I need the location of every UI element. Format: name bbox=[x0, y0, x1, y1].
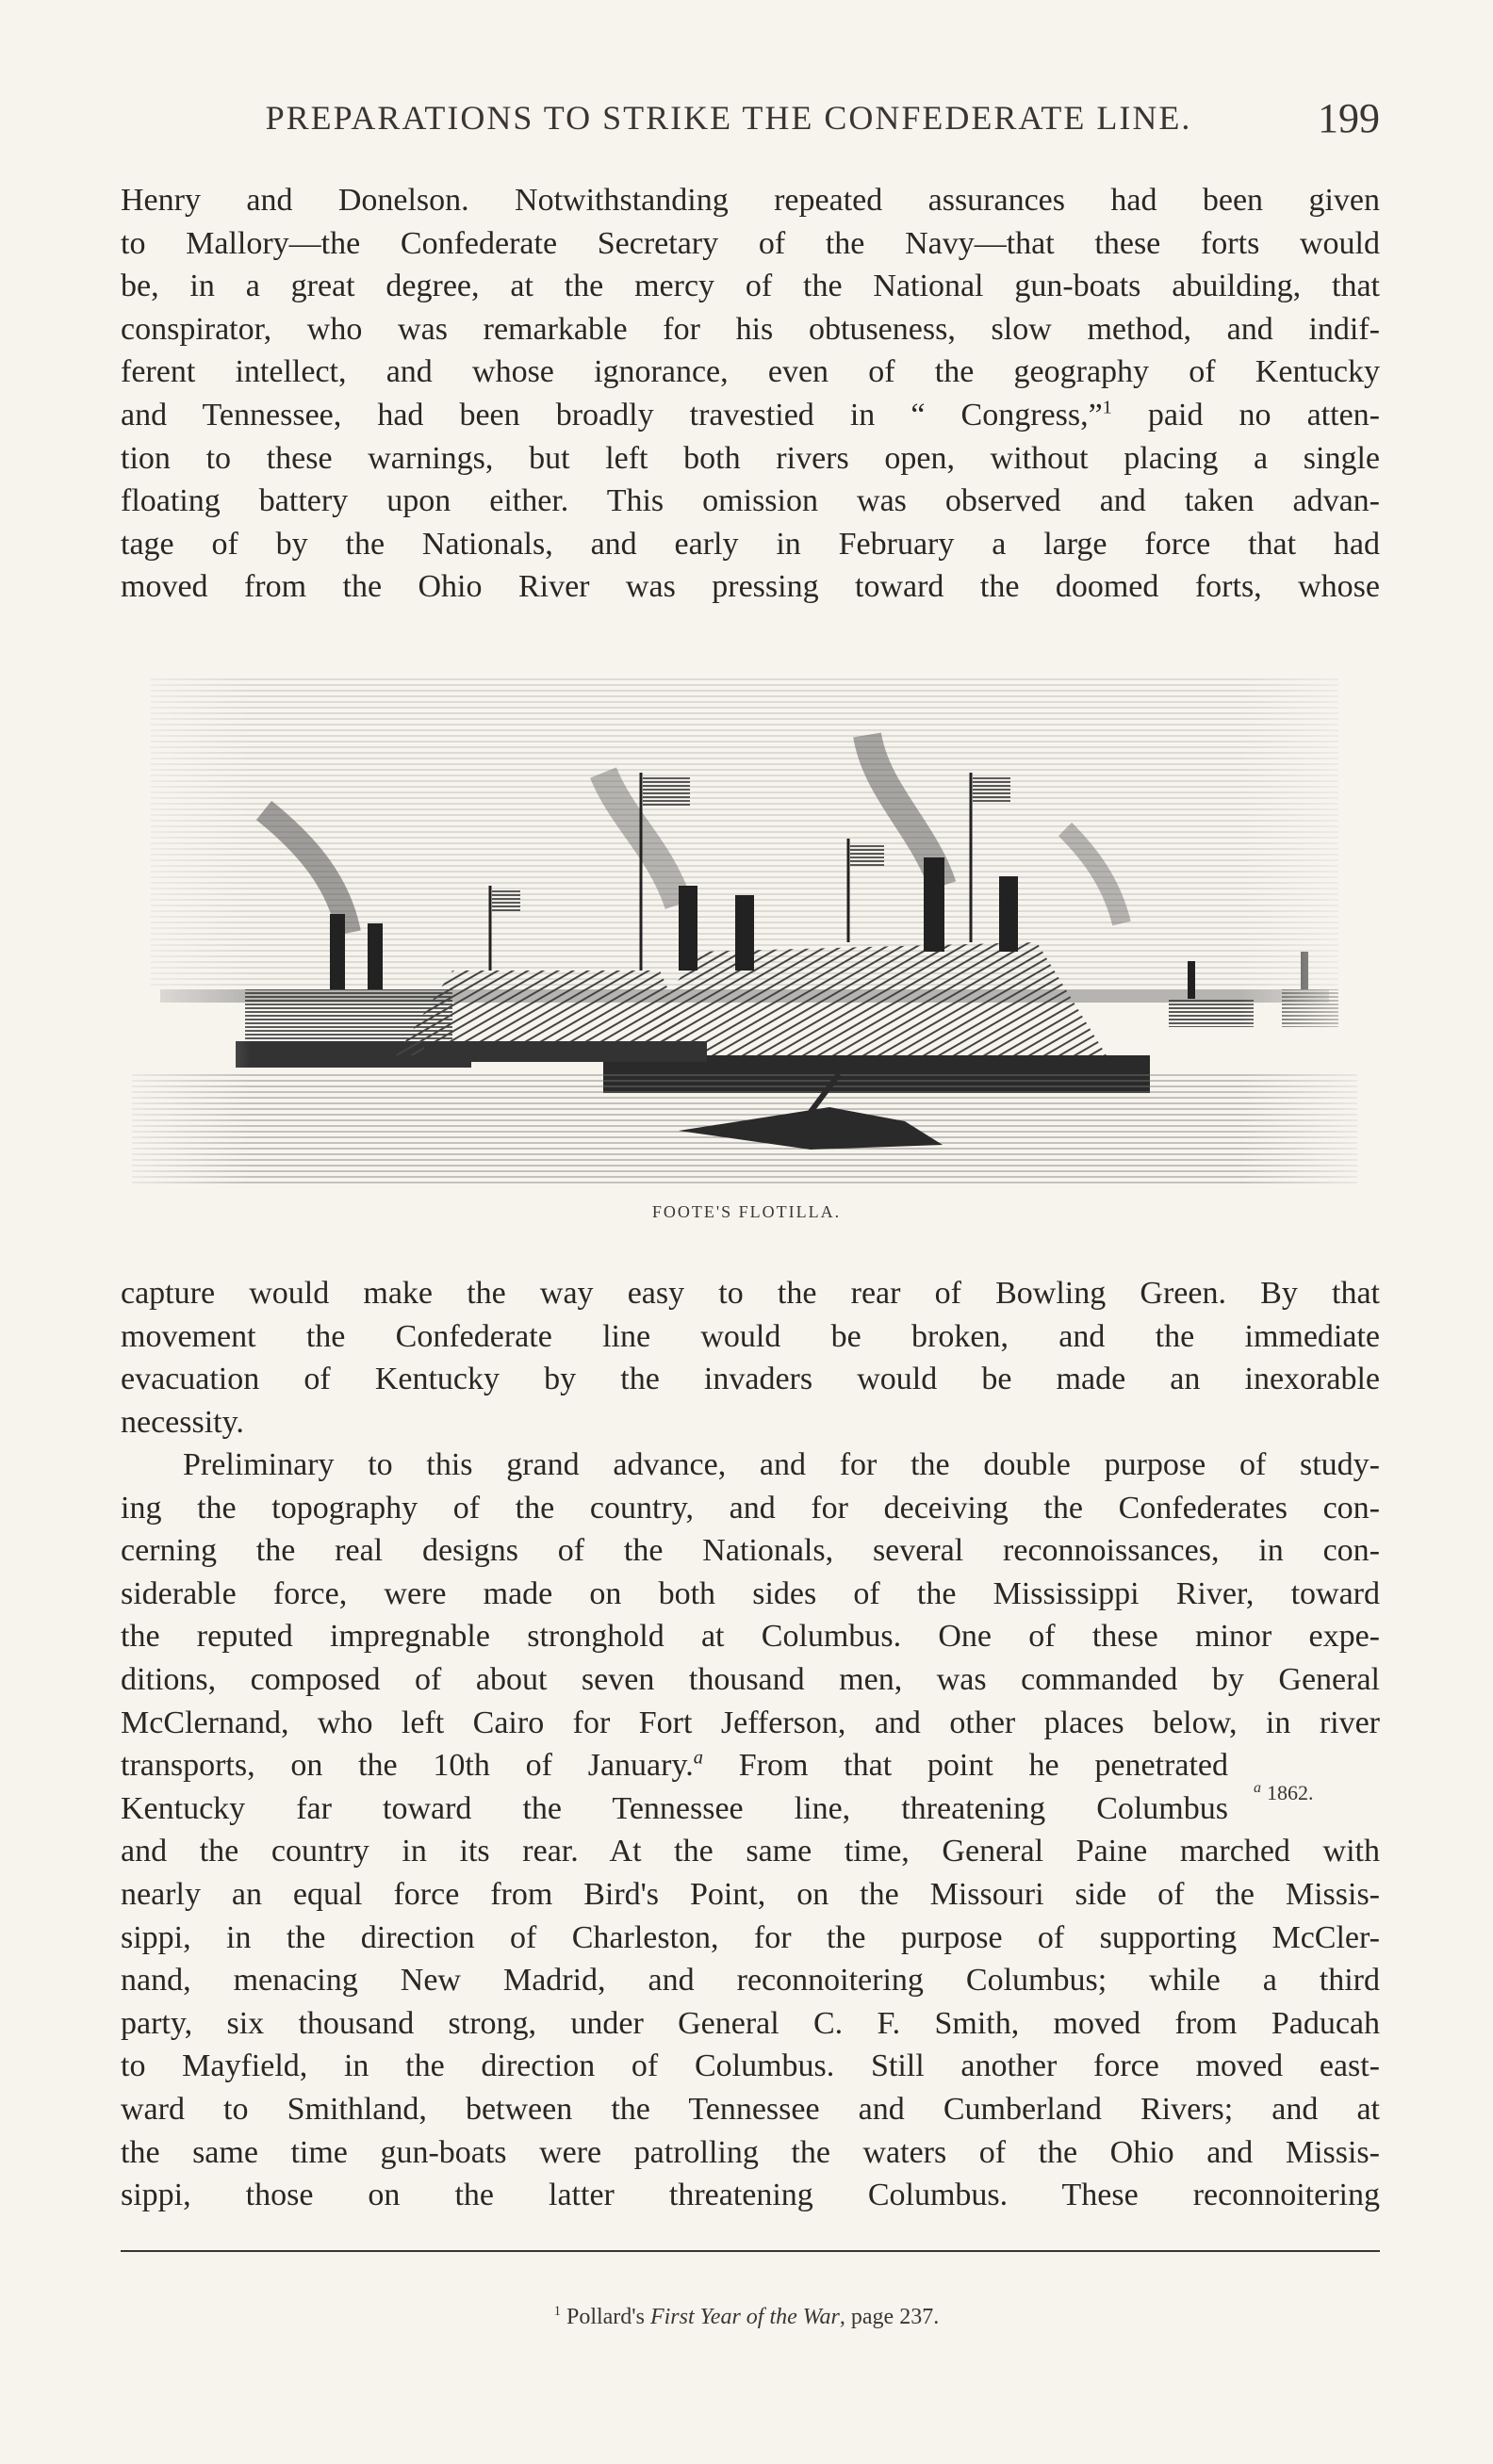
text-line: necessity. bbox=[121, 1404, 244, 1440]
margin-note-reference: a bbox=[693, 1747, 703, 1769]
text-line: sippi, in the direction of Charleston, for the purpose of supporting McCler- bbox=[121, 1919, 1380, 1955]
text-line: ditions, composed of about seven thousand men, was commanded by General bbox=[121, 1661, 1380, 1697]
footnote-title: First Year of the War bbox=[649, 2305, 840, 2329]
footnote-author: Pollard's bbox=[560, 2305, 650, 2329]
footnote-page: , page 237. bbox=[839, 2305, 940, 2329]
text-line: moved from the Ohio River was pressing toward the doomed forts, whose bbox=[121, 569, 1380, 605]
text-line: conspirator, who was remarkable for his obtuseness, slow method, and indif- bbox=[121, 311, 1380, 347]
text-line: movement the Confederate line would be broken, and the immediate bbox=[121, 1318, 1380, 1354]
text-line: sippi, those on the latter threatening Columbus. These reconnoitering bbox=[121, 2178, 1380, 2213]
text-line bbox=[121, 1744, 1228, 1787]
page-number: 199 bbox=[1318, 95, 1380, 141]
flotilla-engraving bbox=[94, 660, 1395, 1187]
text-line: ferent intellect, and whose ignorance, even of the geography of Kentucky bbox=[121, 354, 1380, 390]
text-line: to Mayfield, in the direction of Columbus. Still another force moved east- bbox=[121, 2048, 1380, 2084]
text-line: nearly an equal force from Bird's Point, on the Missouri side of the Missis- bbox=[121, 1876, 1380, 1912]
paragraph-3 bbox=[121, 1444, 1380, 2217]
text-line: to Mallory—the Confederate Secretary of the Navy—that these forts would bbox=[121, 225, 1380, 261]
text-line: nand, menacing New Madrid, and reconnoitering Columbus; while a third bbox=[121, 1963, 1380, 1999]
text-line: the reputed impregnable stronghold at Columbus. One of these minor expe- bbox=[121, 1619, 1380, 1655]
text-line: Kentucky far toward the Tennessee line, threatening Columbus bbox=[121, 1790, 1228, 1826]
footnote-rule bbox=[121, 2250, 1380, 2252]
text-line: floating battery upon either. This omission was observed and taken advan- bbox=[121, 483, 1380, 519]
margin-date-note bbox=[1254, 1781, 1314, 1805]
text-line: evacuation of Kentucky by the invaders would be made an inexorable bbox=[121, 1362, 1380, 1397]
text-fragment: paid no atten- bbox=[1111, 397, 1380, 432]
text-line: ward to Smithland, between the Tennessee and Cumberland Rivers; and at bbox=[121, 2091, 1380, 2127]
margin-note-text: 1862. bbox=[1267, 1781, 1314, 1804]
running-head: PREPARATIONS TO STRIKE THE CONFEDERATE LINE. bbox=[265, 99, 1192, 137]
footnote bbox=[0, 2305, 1493, 2330]
text-line: cerning the real designs of the Nationals, several reconnoissances, in con- bbox=[121, 1533, 1380, 1569]
text-line: ing the topography of the country, and for deceiving the Confederates con- bbox=[121, 1490, 1380, 1526]
text-line: capture would make the way easy to the rear of Bowling Green. By that bbox=[121, 1276, 1380, 1311]
text-line: tion to these warnings, but left both rivers open, without placing a single bbox=[121, 440, 1380, 476]
text-line: party, six thousand strong, under General C. F. Smith, moved from Paducah bbox=[121, 2005, 1380, 2041]
margin-note-marker: a bbox=[1254, 1779, 1261, 1796]
text-line: the same time gun-boats were patrolling the waters of the Ohio and Missis- bbox=[121, 2134, 1380, 2170]
text-fragment: transports, on the 10th of January. bbox=[121, 1748, 694, 1784]
text-line: McClernand, who left Cairo for Fort Jefferson, and other places below, in river bbox=[121, 1705, 1380, 1740]
paragraph-1 bbox=[121, 179, 1380, 609]
text-line bbox=[121, 394, 1380, 437]
text-fragment: and Tennessee, had been broadly travestied in “ Congress,” bbox=[121, 397, 1103, 432]
page-header bbox=[121, 94, 1380, 151]
text-line: siderable force, were made on both sides of the Mississippi River, toward bbox=[121, 1575, 1380, 1611]
paragraph-2 bbox=[121, 1272, 1380, 1444]
text-line: Preliminary to this grand advance, and for the double purpose of study- bbox=[183, 1447, 1380, 1482]
text-fragment: From that point he penetrated bbox=[702, 1748, 1228, 1784]
text-line: be, in a great degree, at the mercy of the National gun-boats abuilding, that bbox=[121, 269, 1380, 304]
text-line: Henry and Donelson. Notwithstanding repeated assurances had been given bbox=[121, 183, 1380, 218]
text-line: tage of by the Nationals, and early in February a large force that had bbox=[121, 526, 1380, 562]
figure-caption: FOOTE'S FLOTILLA. bbox=[651, 1202, 842, 1221]
footnote-marker: 1 bbox=[553, 2304, 561, 2319]
footnote-reference: 1 bbox=[1102, 397, 1112, 418]
text-line: and the country in its rear. At the same time, General Paine marched with bbox=[121, 1834, 1380, 1869]
